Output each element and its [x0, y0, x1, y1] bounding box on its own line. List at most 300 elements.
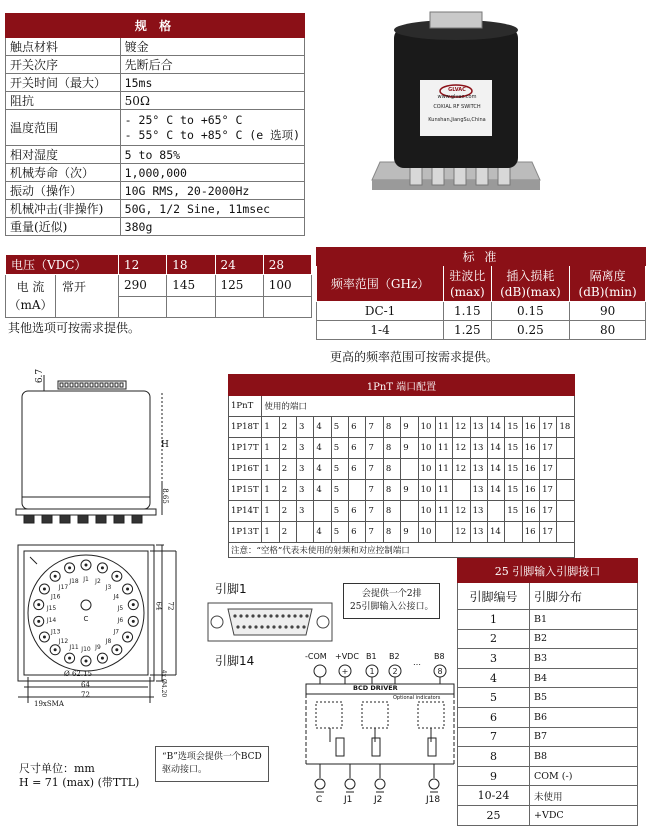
pnt-port: 7: [366, 501, 383, 522]
port-label: J14: [46, 617, 57, 625]
bcd-term-num: +: [341, 667, 349, 676]
port-connector: [81, 560, 91, 570]
standard-cell: 0.15: [491, 302, 570, 321]
bcd-out: J1: [344, 795, 353, 805]
pnt-port: 17: [540, 459, 557, 480]
bcd-out: J18: [426, 795, 441, 805]
units-line2: H = 71 (max) (带TTL): [19, 776, 140, 789]
pnt-port: 1: [262, 438, 279, 459]
pnt-port: 13: [470, 438, 487, 459]
pnt-port: 2: [279, 459, 296, 480]
dim-d: Ø 62.15: [64, 670, 93, 678]
bcd-term: B2: [389, 652, 400, 661]
port-connector: [50, 571, 60, 581]
pnt-port: 11: [435, 501, 452, 522]
pnt-port: 12: [453, 501, 470, 522]
voltage-header: 电压（VDC）: [6, 255, 119, 275]
pnt-port: [401, 459, 418, 480]
pin-function: +VDC: [530, 805, 638, 825]
pin-function: B1: [530, 610, 638, 630]
port-connector: [112, 571, 122, 581]
web-text: www.glvac.com: [437, 94, 477, 100]
spec-value: 50Ω: [120, 92, 304, 110]
port-label: J2: [95, 578, 101, 586]
dim-hole: 4x Ø4.20: [160, 669, 168, 698]
pin-number: 3: [458, 649, 530, 669]
spec-table: [5, 13, 305, 236]
pnt-port: 10: [418, 522, 435, 543]
pnt-port: 3: [297, 438, 314, 459]
d-sub-connector: [204, 597, 336, 647]
spec-value: 10G RMS, 20-2000Hz: [120, 182, 304, 200]
dim-side: 8.65: [160, 488, 169, 504]
pnt-port: 7: [366, 522, 383, 543]
spec-key: 阻抗: [6, 92, 121, 110]
dim-top: 6.7: [35, 368, 46, 384]
pnt-row-name: 1P18T: [229, 417, 262, 438]
voltage-note: 其他选项可按需求提供。: [8, 321, 141, 335]
bcd-term: +VDC: [335, 652, 359, 661]
port-connector: [39, 584, 49, 594]
pnt-port: 9: [401, 438, 418, 459]
voltage-col: 28: [263, 255, 311, 275]
pnt-port: 8: [383, 438, 400, 459]
pnt-title: 1PnT 端口配置: [229, 375, 575, 396]
pnt-port: 4: [314, 480, 331, 501]
spec-key: 机械冲击(非操作): [6, 200, 121, 218]
port-label: J18: [69, 578, 79, 586]
header-line: (max): [450, 284, 485, 299]
pnt-row: [229, 438, 575, 459]
pin-function: 未使用: [530, 786, 638, 806]
spec-key: 开关次序: [6, 56, 121, 74]
port-label: C: [83, 615, 89, 623]
pnt-port: 13: [470, 522, 487, 543]
pnt-port: [557, 480, 575, 501]
dim-64: 64: [81, 681, 90, 689]
voltage-col: 24: [215, 255, 263, 275]
pnt-port: [557, 522, 575, 543]
note-line: “B”选项会提供一个BCD: [162, 752, 262, 762]
pin-function: B2: [530, 629, 638, 649]
pin-row: [458, 805, 638, 825]
standard-table: [316, 247, 646, 340]
pnt-port: 7: [366, 459, 383, 480]
pnt-port: 7: [366, 438, 383, 459]
pnt-port: 8: [383, 417, 400, 438]
pnt-port: 16: [522, 438, 539, 459]
bcd-schematic: [300, 652, 460, 804]
pnt-port: 18: [557, 417, 575, 438]
header-line: 隔离度: [589, 268, 626, 283]
pin-title: 25 引脚输入引脚接口: [458, 559, 638, 583]
dim-64v: 64: [154, 601, 163, 611]
port-common: [81, 600, 91, 610]
spec-key: 开关时间（最大）: [6, 74, 121, 92]
pnt-port: 15: [505, 438, 522, 459]
pin-row: [458, 747, 638, 767]
pnt-port: 16: [522, 501, 539, 522]
port-connector: [128, 616, 138, 626]
pnt-port: 2: [279, 480, 296, 501]
port-label: J6: [117, 617, 124, 625]
current-value: 100: [263, 275, 311, 297]
standard-cell: 80: [570, 321, 646, 340]
pin-row: [458, 649, 638, 669]
pnt-row-name: 1P15T: [229, 480, 262, 501]
pnt-port: 11: [435, 438, 452, 459]
pnt-port: 14: [488, 438, 505, 459]
connector-note: [343, 583, 440, 619]
product-label: [421, 87, 493, 124]
note-line: 驱动接口。: [162, 765, 208, 775]
pnt-port: 1: [262, 522, 279, 543]
port-connector: [34, 616, 44, 626]
pin-number: 5: [458, 688, 530, 708]
pnt-port: 17: [540, 480, 557, 501]
pnt-row: [229, 459, 575, 480]
bcd-term-num: 1: [369, 667, 375, 676]
pnt-row-name: 1P14T: [229, 501, 262, 522]
port-label: J4: [113, 593, 120, 601]
pnt-port: 13: [470, 501, 487, 522]
port-label: J5: [117, 604, 124, 612]
port-label: J1: [83, 576, 89, 583]
pnt-port: 11: [435, 417, 452, 438]
pnt-port: 3: [297, 501, 314, 522]
bcd-term-num: 8: [437, 667, 443, 676]
pnt-row: [229, 480, 575, 501]
pnt-port: 14: [488, 417, 505, 438]
pnt-port: 12: [453, 522, 470, 543]
pin-function: B6: [530, 707, 638, 727]
pnt-port: 16: [522, 459, 539, 480]
bcd-dots: …: [413, 658, 421, 667]
standard-cell: 1.15: [444, 302, 491, 321]
pnt-port: 4: [314, 438, 331, 459]
pnt-port: 12: [453, 438, 470, 459]
pnt-port: 5: [331, 438, 348, 459]
port-label: J11: [69, 643, 79, 651]
pin-row: [458, 688, 638, 708]
temp-range-2: - 55° C to +85° C (e 选项): [124, 127, 300, 142]
note-line: 会提供一个2排: [361, 589, 422, 599]
pnt-port: 7: [366, 417, 383, 438]
pnt-port: 16: [522, 417, 539, 438]
port-label: J15: [46, 604, 57, 612]
port-connector: [65, 653, 75, 663]
pnt-port: 1: [262, 417, 279, 438]
standard-cell: 90: [570, 302, 646, 321]
pin-number: 4: [458, 668, 530, 688]
spec-value: 1,000,000: [120, 164, 304, 182]
pnt-port: 13: [470, 417, 487, 438]
pnt-port: 5: [331, 522, 348, 543]
pin-number: 2: [458, 629, 530, 649]
dim-72: 72: [81, 691, 90, 699]
pnt-port: 8: [383, 480, 400, 501]
voltage-table: [5, 254, 312, 318]
pin-function: B5: [530, 688, 638, 708]
pnt-port: 11: [435, 480, 452, 501]
units-line1: 尺寸单位：mm: [19, 762, 95, 775]
pnt-port: 13: [470, 480, 487, 501]
pnt-port: [557, 459, 575, 480]
standard-title: 标 准: [317, 248, 646, 266]
pnt-note: 注意：“空格”代表未使用的射频和对应控制端口: [229, 543, 575, 558]
pnt-port: 3: [297, 459, 314, 480]
spec-value: 先断后合: [120, 56, 304, 74]
pnt-port: 8: [383, 459, 400, 480]
standard-header: 频率范围（GHz）: [317, 266, 444, 302]
pnt-port: [314, 501, 331, 522]
standard-cell: 1-4: [317, 321, 444, 340]
pin-table: [457, 558, 638, 826]
pnt-port: 1: [262, 501, 279, 522]
pnt-col-label: 1PnT: [229, 396, 262, 417]
pnt-port: 16: [522, 522, 539, 543]
pnt-port: 8: [383, 522, 400, 543]
spec-value: [120, 110, 304, 146]
pnt-port: 6: [349, 522, 366, 543]
pnt-port: 17: [540, 417, 557, 438]
pnt-port: 10: [418, 480, 435, 501]
pnt-port: 13: [470, 459, 487, 480]
pnt-port: [505, 522, 522, 543]
bcd-driver-label: BCD DRIVER: [353, 684, 398, 692]
pin-function: B7: [530, 727, 638, 747]
pnt-port: 7: [366, 480, 383, 501]
pin-header: 引脚分布: [530, 583, 638, 610]
pin-row: [458, 610, 638, 630]
pnt-port: 10: [418, 417, 435, 438]
origin-text: Kunshan,JiangSu,China: [428, 117, 486, 123]
voltage-col: 18: [167, 255, 215, 275]
pnt-port: 5: [331, 501, 348, 522]
spec-key: 触点材料: [6, 38, 121, 56]
pnt-port: 9: [401, 417, 418, 438]
pin-row: [458, 786, 638, 806]
pin-header: 引脚编号: [458, 583, 530, 610]
pnt-port: 16: [522, 480, 539, 501]
pin-number: 7: [458, 727, 530, 747]
bcd-term: B1: [366, 652, 377, 661]
standard-header: [444, 266, 491, 302]
pnt-port: 4: [314, 417, 331, 438]
spec-value: 15ms: [120, 74, 304, 92]
pnt-port: [401, 501, 418, 522]
pnt-port: [557, 501, 575, 522]
pin-number: 10-24: [458, 786, 530, 806]
pnt-port: 11: [435, 459, 452, 480]
pin-number: 6: [458, 707, 530, 727]
pnt-port: 9: [401, 522, 418, 543]
port-label: J3: [105, 584, 112, 592]
pin1-label: 引脚1: [215, 582, 247, 596]
pnt-port: 2: [279, 438, 296, 459]
pin-row: [458, 707, 638, 727]
pnt-port: 17: [540, 501, 557, 522]
standard-cell: DC-1: [317, 302, 444, 321]
header-line: 驻波比: [449, 268, 486, 283]
pnt-port: 15: [505, 417, 522, 438]
pin-row: [458, 766, 638, 786]
port-connector: [112, 645, 122, 655]
pnt-port: 3: [297, 417, 314, 438]
port-connector: [128, 600, 138, 610]
pin-function: B3: [530, 649, 638, 669]
spec-key: 机械寿命（次）: [6, 164, 121, 182]
spec-value: 380g: [120, 218, 304, 236]
pnt-port: 9: [401, 480, 418, 501]
pnt-port: 17: [540, 438, 557, 459]
header-line: 插入损耗: [506, 268, 555, 283]
bcd-term: B8: [434, 652, 445, 661]
pnt-port: [435, 522, 452, 543]
standard-note: 更高的频率范围可按需求提供。: [330, 350, 499, 364]
pnt-port: 15: [505, 501, 522, 522]
port-connector: [50, 645, 60, 655]
port-label: J7: [113, 628, 120, 636]
port-connector: [123, 584, 133, 594]
standard-header: [491, 266, 570, 302]
pnt-port: 6: [349, 417, 366, 438]
current-sub: 常开: [62, 280, 87, 294]
port-label: J8: [105, 637, 112, 645]
pnt-port: 6: [349, 438, 366, 459]
port-label: J17: [58, 584, 69, 592]
pnt-port: 10: [418, 501, 435, 522]
pnt-row: [229, 501, 575, 522]
spec-value: 镀金: [120, 38, 304, 56]
pnt-port: 4: [314, 459, 331, 480]
voltage-col: 12: [119, 255, 167, 275]
standard-header: [570, 266, 646, 302]
pnt-port: 14: [488, 522, 505, 543]
pnt-port: 8: [383, 501, 400, 522]
bcd-out: C: [316, 795, 323, 805]
pin-row: [458, 668, 638, 688]
bcd-terminals: [300, 652, 460, 667]
note-line: 25引脚输入公接口。: [350, 602, 434, 612]
pin-number: 9: [458, 766, 530, 786]
pnt-port: [488, 501, 505, 522]
current-value: 145: [167, 275, 215, 297]
standard-cell: 0.25: [491, 321, 570, 340]
pin-function: B4: [530, 668, 638, 688]
pnt-port: 3: [297, 480, 314, 501]
pnt-port: 14: [488, 480, 505, 501]
pnt-port: 6: [349, 501, 366, 522]
header-line: (dB)(max): [500, 284, 561, 299]
pnt-row-name: 1P17T: [229, 438, 262, 459]
pnt-port: [557, 438, 575, 459]
brand-text: GLVAC: [448, 87, 466, 93]
pnt-port: 6: [349, 459, 366, 480]
spec-key: 振动（操作）: [6, 182, 121, 200]
bcd-term-num: 2: [392, 667, 398, 676]
pnt-port: [453, 480, 470, 501]
port-label: J12: [58, 637, 69, 645]
pnt-port: 2: [279, 417, 296, 438]
standard-cell: 1.25: [444, 321, 491, 340]
pnt-port: 10: [418, 438, 435, 459]
pin-row: [458, 727, 638, 747]
current-cell: [6, 275, 119, 318]
dim-sma: 19xSMA: [34, 700, 64, 708]
port-label: J16: [50, 593, 61, 601]
port-label: J9: [95, 643, 101, 651]
label-text: COXIAL RF SWITCH: [433, 104, 481, 110]
pnt-port: 14: [488, 459, 505, 480]
pin14-label: 引脚14: [215, 654, 255, 668]
bcd-note: [155, 746, 269, 782]
pnt-col-desc: 使用的端口: [262, 396, 575, 417]
pin-function: COM (-): [530, 766, 638, 786]
pnt-port: 5: [331, 417, 348, 438]
spec-key: 重量(近似): [6, 218, 121, 236]
spec-key: 相对湿度: [6, 146, 121, 164]
spec-key: 温度范围: [6, 110, 121, 146]
port-connector: [123, 632, 133, 642]
bcd-term: -COM: [305, 652, 327, 661]
pnt-port: 5: [331, 459, 348, 480]
pnt-port: 15: [505, 459, 522, 480]
pnt-port: 17: [540, 522, 557, 543]
pnt-port: 10: [418, 459, 435, 480]
pin-number: 8: [458, 747, 530, 767]
port-connector: [81, 656, 91, 666]
port-label: J10: [81, 646, 91, 653]
current-label: 电 流（mA）: [6, 275, 56, 317]
pnt-table: [228, 374, 575, 558]
dim-h: H: [161, 440, 169, 450]
pnt-row: [229, 522, 575, 543]
pnt-port: 4: [314, 522, 331, 543]
spec-value: 50G, 1/2 Sine, 11msec: [120, 200, 304, 218]
port-connector: [65, 563, 75, 573]
pnt-port: [349, 480, 366, 501]
dim-72v: 72: [166, 601, 175, 611]
port-connector: [39, 632, 49, 642]
spec-value: 5 to 85%: [120, 146, 304, 164]
current-value: 125: [215, 275, 263, 297]
port-connector: [97, 563, 107, 573]
pnt-port: 1: [262, 459, 279, 480]
port-connector: [34, 600, 44, 610]
pnt-port: 5: [331, 480, 348, 501]
pin-row: [458, 629, 638, 649]
pnt-port: 1: [262, 480, 279, 501]
header-line: (dB)(min): [578, 284, 637, 299]
pnt-port: 12: [453, 417, 470, 438]
outline-drawing: [0, 365, 200, 745]
spec-title: 规 格: [6, 14, 305, 38]
bcd-out: J2: [374, 795, 383, 805]
pnt-port: [297, 522, 314, 543]
pnt-port: 2: [279, 501, 296, 522]
current-value: 290: [119, 275, 167, 297]
port-connector: [97, 653, 107, 663]
pin-number: 1: [458, 610, 530, 630]
temp-range-1: - 25° C to +65° C: [124, 112, 243, 127]
pnt-port: 15: [505, 480, 522, 501]
pnt-row: [229, 417, 575, 438]
pnt-row-name: 1P16T: [229, 459, 262, 480]
port-label: J13: [50, 628, 61, 636]
pin-number: 25: [458, 805, 530, 825]
pnt-port: 2: [279, 522, 296, 543]
